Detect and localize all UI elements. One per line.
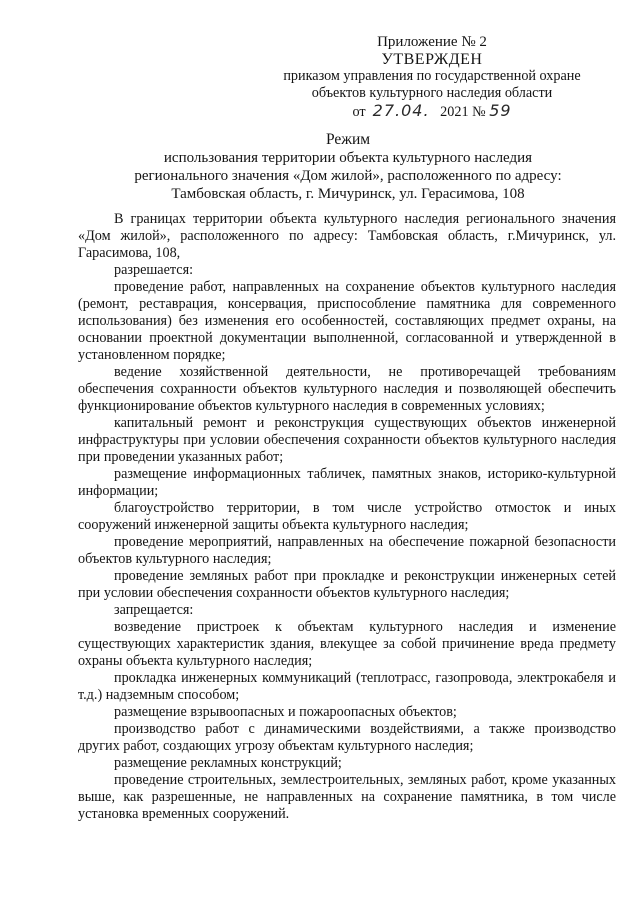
forbidden-item: прокладка инженерных коммуникаций (теплотрасс, газопровода, электрокабеля и т.д.) надземным способом; — [78, 670, 616, 703]
order-line-2: объектов культурного наследия области — [311, 85, 553, 101]
allowed-item: капитальный ремонт и реконструкция существующих объектов инженерной инфраструктуры при условии обеспечения сохранности объектов культурного наследия при проведении указанных работ; — [78, 415, 616, 465]
forbidden-label: запрещается: — [114, 602, 194, 618]
document-title — [80, 131, 616, 203]
document-body — [78, 211, 616, 823]
appendix-label: Приложение № 2 — [377, 34, 487, 50]
forbidden-item: размещение рекламных конструкций; — [114, 755, 342, 771]
allowed-item: ведение хозяйственной деятельности, не противоречащей требованиям обеспечения сохранности объектов культурного наследия и позволяющей обеспечить функционирование объектов культурного наследия в современных условиях; — [78, 364, 616, 414]
intro-paragraph: В границах территории объекта культурного наследия регионального значения «Дом жилой», расположенного по адресу: Тамбовская область, г.Мичуринск, ул. Гарасимова, 108, — [78, 211, 616, 261]
handwritten-number: 59 — [489, 101, 512, 120]
date-year: 2021 № — [440, 104, 486, 120]
approval-header — [262, 34, 602, 121]
allowed-item: проведение земляных работ при прокладке и реконструкции инженерных сетей при условии обеспечения сохранности объектов культурного наследия; — [78, 568, 616, 601]
forbidden-item: размещение взрывоопасных и пожароопасных объектов; — [114, 704, 457, 720]
title-line-3: Тамбовская область, г. Мичуринск, ул. Герасимова, 108 — [171, 186, 525, 202]
handwritten-date: 27.04. — [372, 101, 430, 120]
forbidden-item: производство работ с динамическими воздействиями, а также производство других работ, создающих угрозу объектам культурного наследия; — [78, 721, 616, 754]
allowed-item: проведение работ, направленных на сохранение объектов культурного наследия (ремонт, реставрация, консервация, приспособление памятника для современного использования) без изменения его особенностей, составляющих предмет охраны, на основании проектной документации выполненной, согласованной и утвержденной в установленном порядке; — [78, 279, 616, 363]
order-date-line — [262, 102, 602, 121]
forbidden-item: проведение строительных, землестроительных, земляных работ, кроме указанных выше, как разрешенные, не направленных на сохранение памятника, в том числе установка временных сооружений. — [78, 772, 616, 822]
forbidden-item: возведение пристроек к объектам культурного наследия и изменение существующих характеристик здания, влекущее за собой причинение вреда предмету охраны объекта культурного наследия; — [78, 619, 616, 669]
allowed-label: разрешается: — [114, 262, 194, 278]
approved-stamp-text: УТВЕРЖДЕН — [381, 51, 483, 68]
title-line-1: использования территории объекта культурного наследия — [163, 150, 533, 166]
order-line-1: приказом управления по государственной охране — [283, 68, 581, 84]
allowed-item: благоустройство территории, в том числе устройство отмосток и иных сооружений инженерной защиты объекта культурного наследия; — [78, 500, 616, 533]
date-prefix: от — [352, 104, 366, 120]
allowed-item: проведение мероприятий, направленных на обеспечение пожарной безопасности объектов культурного наследия; — [78, 534, 616, 567]
title-line-2: регионального значения «Дом жилой», расположенного по адресу: — [134, 168, 562, 184]
allowed-item: размещение информационных табличек, памятных знаков, историко-культурной информации; — [78, 466, 616, 499]
title-mode: Режим — [325, 131, 371, 148]
